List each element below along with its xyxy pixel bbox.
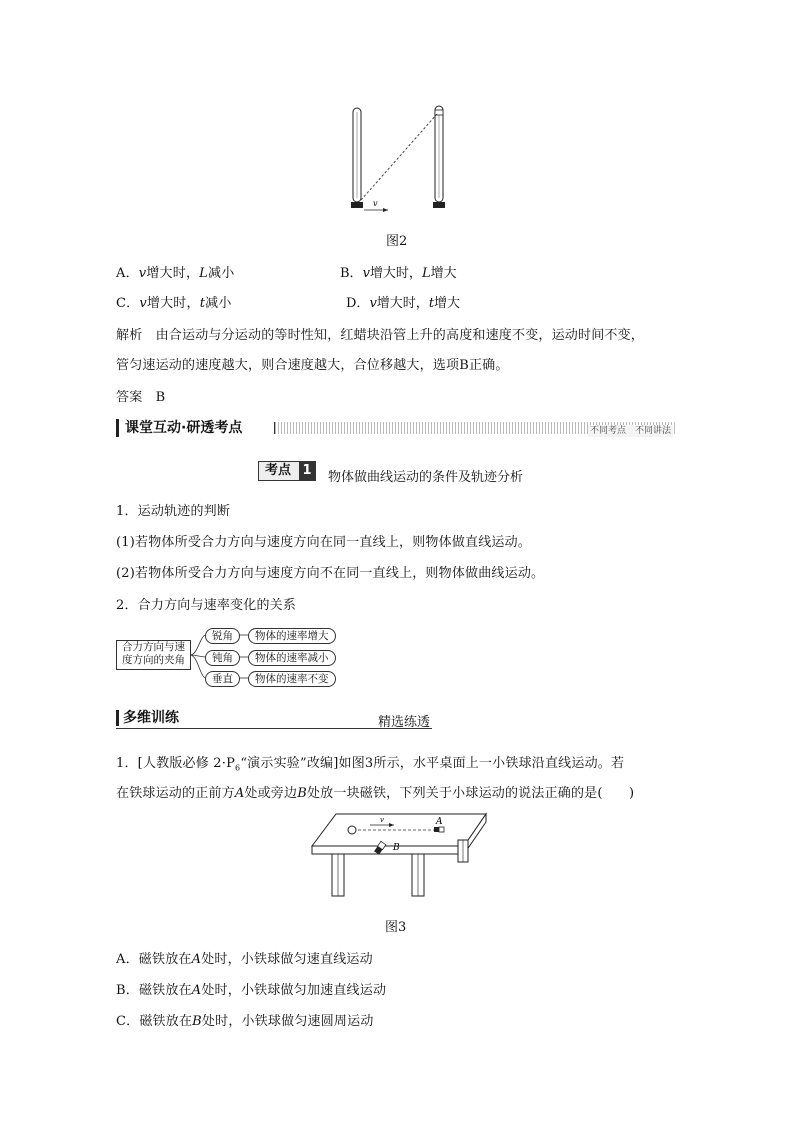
q1-option-a: A．磁铁放在A处时，小铁球做匀速直线运动 <box>116 952 373 967</box>
answer: 答案 B <box>116 390 166 405</box>
section-1-item-1: (1)若物体所受合力方向与速度方向在同一直线上，则物体做直线运动。 <box>116 535 532 550</box>
section-banner <box>116 419 676 437</box>
option-c: C．v增大时，t减小 <box>116 296 232 311</box>
angle-diagram-left-box <box>116 640 191 670</box>
figure-3 <box>308 810 490 900</box>
option-d: D．v增大时，t增大 <box>346 296 461 311</box>
option-b: B．v增大时，L增大 <box>340 266 457 281</box>
kaodian-number: 1 <box>299 462 315 480</box>
kaodian-badge <box>258 461 316 481</box>
kaodian-label: 考点 <box>265 463 292 478</box>
duowei-header <box>116 710 432 729</box>
banner-right-text: 不同考点 不同讲法 <box>589 426 671 436</box>
angle-acute: 锐角 <box>205 628 240 644</box>
analysis-line-2: 管匀速运动的速度越大，则合速度越大，合位移越大，选项B正确。 <box>116 358 509 373</box>
duowei-right: 精选练透 <box>377 715 430 730</box>
analysis-line-1: 解析 由合运动与分运动的等时性知，红蜡块沿管上升的高度和速度不变，运动时间不变， <box>116 328 645 343</box>
q1-option-b: B．磁铁放在A处时，小铁球做匀加速直线运动 <box>116 983 387 998</box>
figure-3-label-a: A <box>436 817 443 827</box>
question-1-line-2: 在铁球运动的正前方A处或旁边B处放一块磁铁，下列关于小球运动的说法正确的是( ) <box>116 786 635 801</box>
section-2-heading: 2．合力方向与速率变化的关系 <box>116 598 297 613</box>
angle-obtuse: 钝角 <box>205 650 240 666</box>
kaodian-title: 物体做曲线运动的条件及轨迹分析 <box>328 470 524 485</box>
result-decrease: 物体的速率减小 <box>248 650 336 666</box>
banner-title: 课堂互动·研透考点 <box>116 419 246 437</box>
left-box-line-1: 合力方向与速 <box>122 641 185 653</box>
result-increase: 物体的速率增大 <box>248 628 336 644</box>
section-1-heading: 1．运动轨迹的判断 <box>116 504 231 519</box>
figure-2-caption: 图2 <box>386 234 408 249</box>
q1-option-c: C．磁铁放在B处时，小铁球做匀速圆周运动 <box>116 1014 374 1029</box>
result-unchanged: 物体的速率不变 <box>248 671 336 687</box>
figure-3-velocity-label: v <box>380 816 384 824</box>
figure-3-caption: 图3 <box>385 920 407 935</box>
figure-3-label-b: B <box>393 843 400 853</box>
figure-2-velocity-label: v <box>373 199 378 208</box>
duowei-title: 多维训练 <box>116 710 179 726</box>
angle-perpendicular: 垂直 <box>205 671 240 687</box>
option-a: A．v增大时，L减小 <box>116 266 235 281</box>
question-1-line-1: 1．[人教版必修 $2\cdot P_6“$演示实验”改编]如图3所示，水平桌面上一小铁球沿直线运动。若 <box>116 756 625 773</box>
banner-hatch <box>274 422 677 434</box>
figure-2 <box>340 100 460 215</box>
left-box-line-2: 度方向的夹角 <box>122 654 185 666</box>
section-1-item-2: (2)若物体所受合力方向与速度方向不在同一直线上，则物体做曲线运动。 <box>116 566 545 581</box>
